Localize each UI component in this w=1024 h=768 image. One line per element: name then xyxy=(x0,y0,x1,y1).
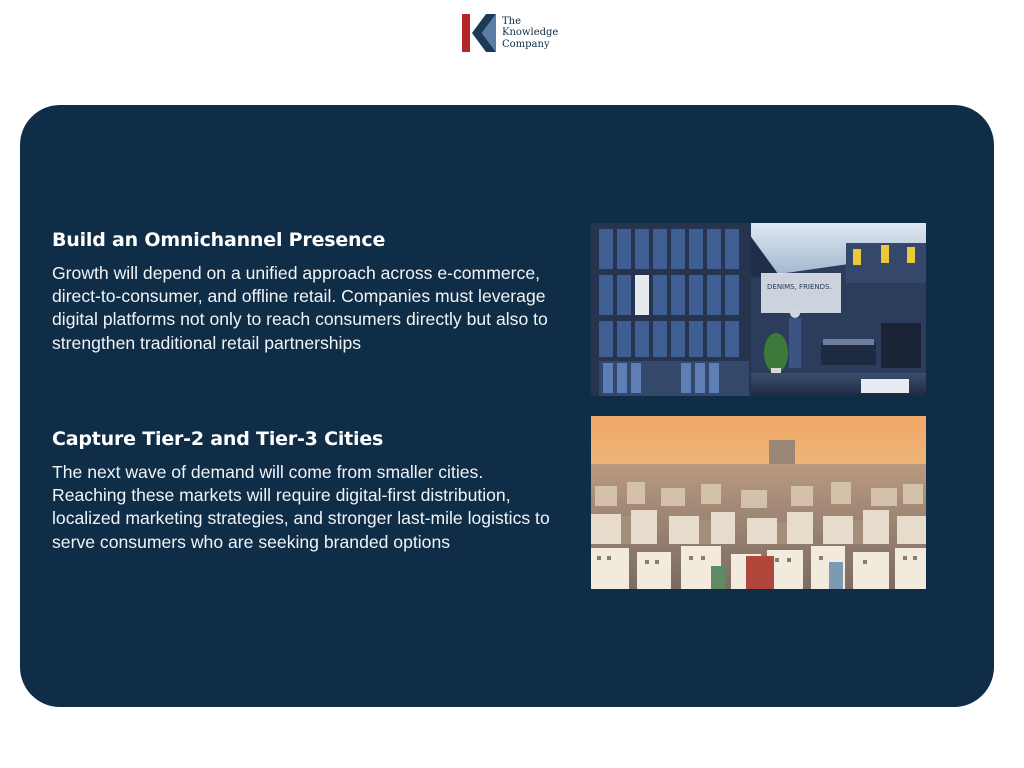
omnichannel-heading: Build an Omnichannel Presence xyxy=(52,229,386,251)
city-skyline-image xyxy=(591,416,926,589)
tier-cities-section xyxy=(52,427,552,554)
store-sign-text: DENIMS, FRIENDS. xyxy=(767,283,832,291)
company-logo-icon xyxy=(462,14,496,52)
logo-line-company: Company xyxy=(502,38,550,50)
omnichannel-section xyxy=(52,228,552,355)
retail-store-illustration xyxy=(591,223,926,396)
tier-cities-heading: Capture Tier-2 and Tier-3 Cities xyxy=(52,428,384,450)
retail-store-image xyxy=(591,223,926,396)
logo-line-the: The xyxy=(502,15,522,27)
content-card xyxy=(20,105,994,707)
tier-cities-body: The next wave of demand will come from smaller cities. Reaching these markets will require digital-first distribution, localized marketing strategies, and stronger last-mile logistics to serve consumers who are seeking branded options xyxy=(52,462,550,552)
omnichannel-body: Growth will depend on a unified approach across e-commerce, direct-to-consumer, and offline retail. Companies must leverage digital platforms not only to reach consumers directly but also to strengthen traditional retail partnerships xyxy=(52,263,548,353)
company-name xyxy=(502,16,558,51)
city-skyline-illustration xyxy=(591,416,926,589)
logo-line-knowledge: Knowledge xyxy=(502,27,559,39)
company-logo xyxy=(462,14,558,52)
